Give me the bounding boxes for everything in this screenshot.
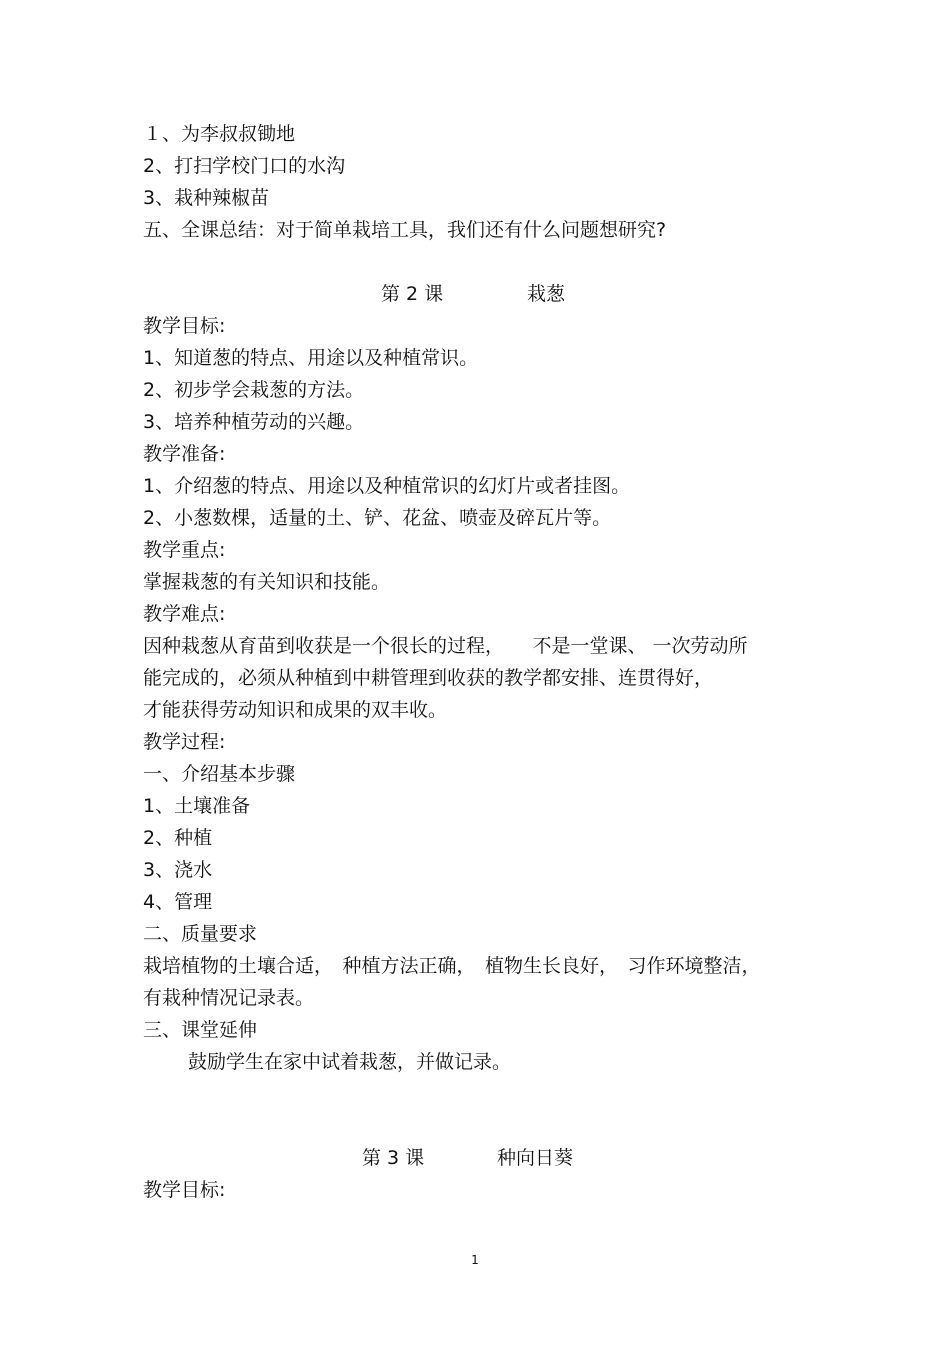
subsection-heading: 一、介绍基本步骤 (143, 763, 296, 785)
list-item: 2、初步学会栽葱的方法。 (143, 379, 365, 401)
paragraph-line: 有栽种情况记录表。 (143, 987, 315, 1009)
list-item: 2、种植 (143, 827, 213, 849)
paragraph: 掌握栽葱的有关知识和技能。 (143, 571, 391, 593)
section-heading: 教学目标: (143, 1179, 226, 1201)
list-item: 2、小葱数棵，适量的土、铲、花盆、喷壶及碎瓦片等。 (143, 507, 612, 529)
list-item: 3、浇水 (143, 859, 213, 881)
list-item: １、为李叔叔锄地 (143, 123, 296, 145)
section-heading: 教学目标: (143, 315, 226, 337)
lesson2-number: 第 2 课 (381, 283, 444, 305)
lesson2-title: 栽葱 (527, 283, 566, 305)
paragraph-line: 能完成的，必须从种植到中耕管理到收获的教学都安排、连贯得好， (143, 667, 714, 689)
list-item: 3、栽种辣椒苗 (143, 187, 270, 209)
subsection-heading: 三、课堂延伸 (143, 1019, 258, 1041)
list-item: 2、打扫学校门口的水沟 (143, 155, 346, 177)
lesson3-title: 种向日葵 (497, 1147, 574, 1169)
list-item: 1、介绍葱的特点、用途以及种植常识的幻灯片或者挂图。 (143, 475, 631, 497)
page-number: 1 (471, 1253, 479, 1267)
paragraph-line: 栽培植物的土壤合适， 种植方法正确， 植物生长良好， 习作环境整洁， (143, 955, 761, 977)
list-item: 4、管理 (143, 891, 213, 913)
section-heading: 教学准备: (143, 443, 226, 465)
section-heading: 教学重点: (143, 539, 226, 561)
subsection-heading: 二、质量要求 (143, 923, 258, 945)
list-item: 3、培养种植劳动的兴趣。 (143, 411, 365, 433)
list-item: 1、土壤准备 (143, 795, 251, 817)
lesson3-number: 第 3 课 (362, 1147, 425, 1169)
section-heading: 教学过程: (143, 731, 226, 753)
paragraph: 鼓励学生在家中试着栽葱，并做记录。 (188, 1051, 512, 1073)
section-heading: 教学难点: (143, 603, 226, 625)
summary-line: 五、全课总结：对于简单栽培工具，我们还有什么问题想研究? (143, 219, 667, 241)
list-item: 1、知道葱的特点、用途以及种植常识。 (143, 347, 479, 369)
paragraph-line: 才能获得劳动知识和成果的双丰收。 (143, 699, 448, 721)
paragraph-line: 因种栽葱从育苗到收获是一个很长的过程， 不是一堂课、 一次劳动所 (143, 635, 748, 657)
